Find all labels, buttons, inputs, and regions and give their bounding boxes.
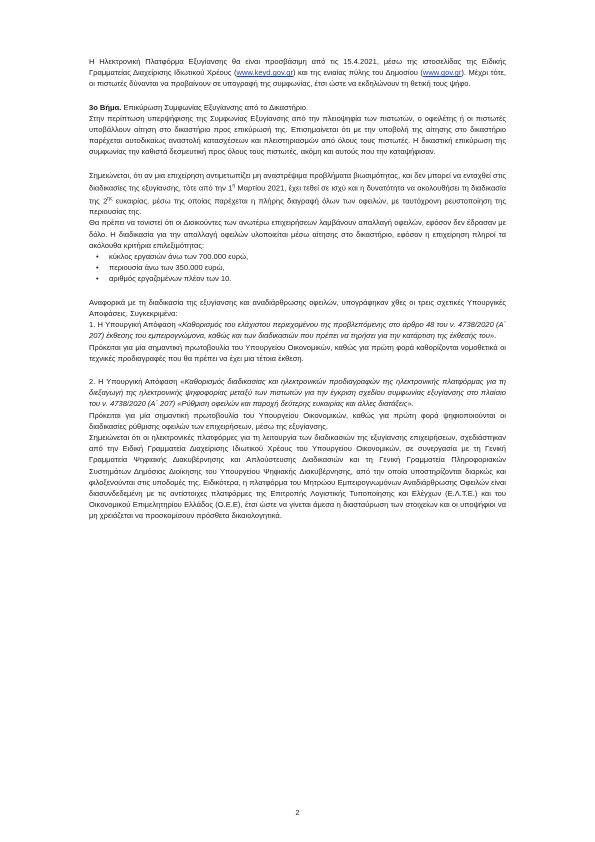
managers-paragraph: Θα πρέπει να τονιστεί ότι οι Διοικούντες των ανωτέρω επιχειρήσεων λαμβάνουν απαλλαγή οφειλών, εφόσον δεν έδρασαν με δόλο. Η διαδικασία για την απαλλαγή οφειλών υλοποιείται μέσω αίτησης στο δικαστήριο, εφόσον η επιχείρηση πληροί τα ακόλουθα κριτήρια επιλεξιμότητας: [89,218,506,250]
document-page [89,56,506,522]
criteria-text: κύκλος εργασιών άνω των 700.000 ευρώ, [109,252,249,262]
gov-link[interactable]: www.gov.gr [422,68,462,78]
decisions-intro: Αναφορικά με τη διαδικασία της εξυγίανσης και αναδιάρθρωσης οφειλών, υπογράφηκαν χθες οι τρεις σχετικές Υπουργικές Αποφάσεις. Συγκεκριμένα: [89,297,506,318]
note-text: Μαρτίου 2021, έχει τεθεί σε ισχύ και η δυνατότητα να ακολουθήσει τη διαδικασία της 2 [89,183,507,206]
step3-heading [89,102,506,113]
second-chance-paragraph [89,170,506,218]
criteria-item [96,251,506,262]
criteria-item [96,273,506,284]
decision-title: Καθορισμός του ελάχιστου περιεχομένου της προβλεπόμενης στο άρθρο 48 του ν. 4738/2020 (Α΄ 207) έκθεσης του εμπειρογνώμονα, καθώς και των διαδικασιών που πρέπει να τηρήσει για την κατάρτιση της έκθεσής του [89,320,507,341]
intro-text: Η Ηλεκτρονική Πλατφόρμα Εξυγίανσης θα είναι προσβάσιμη από τις 15.4.2021, μέσω της ιστοσελίδας της Ειδικής Γραμματείας Διαχείρισης Ιδιωτικού Χρέους ( [89,57,506,78]
criteria-text: περιουσία άνω των 350.000 ευρώ, [109,263,225,273]
intro-text: ). Μέχρι τότε, οι πιστωτές δύνανται να προβαίνουν σε υπογραφή της συμφωνίας, έτσι ώστε να εκδηλώνουν τη θετική τους ψήφο. [89,68,507,89]
step3-label: 3ο Βήμα. [89,102,122,112]
step3-body: Στην περίπτωση υπερψήφισης της Συμφωνίας Εξυγίανσης από την πλειοψηφία των πιστωτών, ο οφειλέτης ή οι πιστωτές υποβάλλουν αίτηση στο δικαστήριο προς επικύρωσή της. Επισημαίνεται ότι με την υποβολή της αίτησης στο δικαστήριο παρέχεται αυτοδικαίως αναστολή κατασχέσεων και πλειστηριασμών από όλους τους πιστωτές. Η δικαστική επικύρωση της συμφωνίας την καθιστά δεσμευτική προς όλους τους πιστωτές, ακόμη και αυτούς που την καταψήφισαν. [89,113,506,157]
criteria-item [96,262,506,273]
note-superscript: ης [107,195,113,202]
decision-1-body: Πρόκειται για μία σημαντική πρωτοβουλία του Υπουργείου Οικονομικών, καθώς για πρώτη φορά καθορίζονται νομοθετικά οι τεχνικές προδιαγραφές που θα πρέπει να έχει μια τέτοια έκθεση. [89,342,506,363]
criteria-text: αριθμός εργαζομένων πλέον των 10. [109,274,232,284]
decision-prefix: 2. Η Υπουργική Απόφαση « [89,376,185,386]
keyd-link[interactable]: www.keyd.gov.gr [236,68,293,78]
note-text: ευκαιρίας, μέσω της οποίας παρέχεται η πλήρης διαγραφή όλων των οφειλών, με ταυτόχρονη ρευστοποίηση της περιουσίας της. [89,196,506,217]
decision-title: Καθορισμός διαδικασίας και ηλεκτρονικών προδιαγραφών της ηλεκτρονικής πλατφόρμας για τη διεξαγωγή της ηλεκτρονικής ψηφοφορίας μεταξύ των πιστωτών για την έγκριση σχεδίου συμφωνίας εξυγίανσης στο πλαίσιο του ν. 4738/2020 (Α΄ 207) «Ρύθμιση οφειλών και παροχή δεύτερης ευκαιρίας και άλλες διατάξεις [89,376,506,409]
decision-suffix: ». [407,399,414,409]
decision-2-body: Πρόκειται για μία σημαντική πρωτοβουλία του Υπουργείου Οικονομικών, καθώς για πρώτη φορά ψηφιοποιούνται οι διαδικασίες ρύθμισης οφειλών των επιχειρήσεων, μέσω της εξυγίανσης. [89,410,506,431]
intro-text: ) και της ενιαίας πύλης του Δημοσίου ( [293,68,423,78]
criteria-list [89,251,506,285]
decision-2 [89,376,506,410]
bullet-icon: • [96,274,99,284]
intro-paragraph [89,56,506,90]
note-superscript: η [232,182,236,189]
page-number: 2 [295,808,300,817]
note-text: Σημειώνεται, ότι αν μια επιχείρηση αντιμετωπίζει μη αναστρέψιμα προβλήματα βιωσιμότητας, και δεν μπορεί να ενταχθεί στις διαδικασίες της εξυγίανσης, τότε από την 1 [89,170,506,193]
bullet-icon: • [96,263,99,273]
step3-title: Επικύρωση Συμφωνίας Εξυγίανσης από το Δικαστήριο. [121,102,309,112]
platforms-paragraph: Σημειώνεται ότι οι ηλεκτρονικές πλατφόρμες για τη λειτουργία των διαδικασιών της εξυγίανσης επιχειρήσεων, σχεδιάστηκαν από την Ειδική Γραμματεία Διαχείρισης Ιδιωτικού Χρέους του Υπουργείου Οικονομικών, σε συνεργασία με τη Γενική Γραμματεία Ψηφιακής Διακυβέρνησης και Απλούστευσης Διαδικασιών και τη Γενική Γραμματεία Πληροφοριακών Συστημάτων Δημόσιας Διοίκησης του Υπουργείου Ψηφιακής Διακυβέρνησης, από την οποία υποστηρίζονται διαρκώς και φιλοξενούνται στις υποδομές της. Ειδικότερα, η πλατφόρμα του Μητρώου Εμπειρογνωμόνων Αναδιάρθρωσης Οφειλών είναι διασυνδεδεμένη με τις αντίστοιχες πλατφόρμες της Επιτροπής Λογιστικής Τυποποίησης και Ελέγχων (Ε.Λ.Τ.Ε.) και του Οικονομικού Επιμελητηρίου Ελλάδος (Ο.Ε.Ε), έτσι ώστε να γίνεται άμεσα η διασταύρωση των στοιχείων και οι υποψήφιοι να μη χρειάζεται να προσκομίσουν πρόσθετα δικαιολογητικά. [89,432,506,521]
decision-prefix: 1. Η Υπουργική Απόφαση « [89,320,183,330]
bullet-icon: • [96,252,99,262]
decision-suffix: ». [489,331,497,341]
decision-1 [89,319,506,341]
